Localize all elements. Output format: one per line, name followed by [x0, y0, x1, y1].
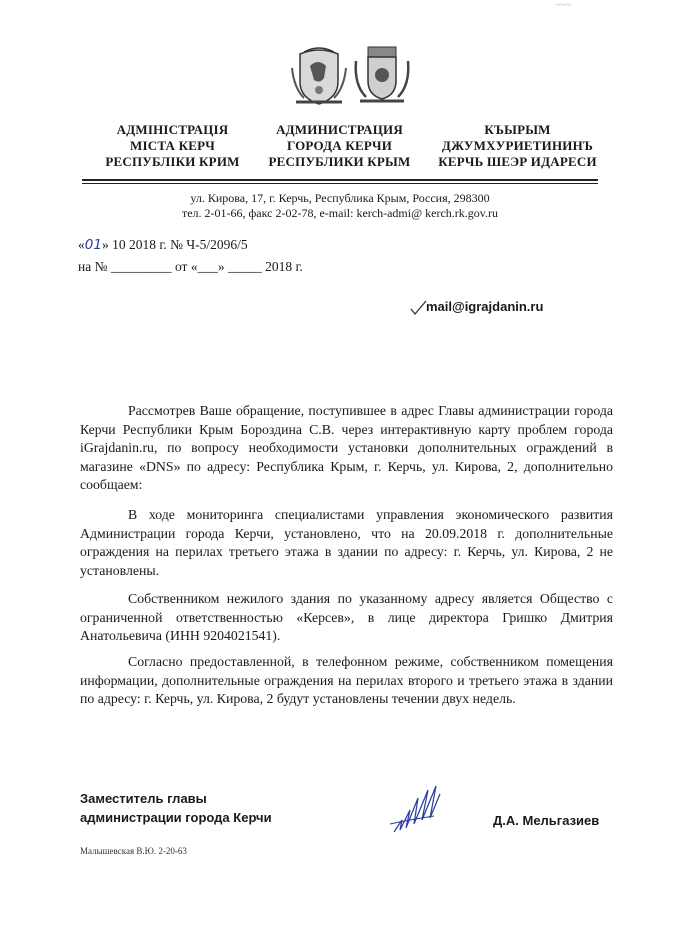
crimea-coat-of-arms-icon — [290, 44, 348, 108]
header-ukrainian: АДМІНІСТРАЦІЯ МІСТА КЕРЧ РЕСПУБЛІКИ КРИМ — [105, 122, 240, 169]
contacts-line: тел. 2-01-66, факс 2-02-78, e-mail: kerch-admi@ kerch.rk.gov.ru — [181, 206, 499, 220]
signatory-title: Заместитель главы — [80, 791, 207, 806]
signatory-title: администрации города Керчи — [80, 810, 272, 825]
address-line: ул. Кирова, 17, г. Керчь, Республика Крым, Россия, 298300 — [190, 191, 490, 205]
header-russian: АДМИНИСТРАЦИЯ ГОРОДА КЕРЧИ РЕСПУБЛИКИ КРЫМ — [268, 122, 411, 169]
scan-mark: ~~~ — [555, 0, 572, 11]
recipient-email: mail@igrajdanin.ru — [426, 299, 544, 314]
header-crimean-tatar: КЪЫРЫМ ДЖУМХУРИЕТИНИНЪ КЕРЧЬ ШЕЭР ИДАРЕСИ — [438, 122, 597, 169]
incoming-reference: на № _________ от «___» _____ 2018 г. — [78, 259, 303, 274]
body-paragraph: Собственником нежилого здания по указанному адресу является Общество с ограниченной ответственностью «Керсев», в лице директора Гришко Дмитрия Анатольевича (ИНН 9204021541). — [80, 591, 613, 644]
body-paragraph: В ходе мониторинга специалистами управления экономического развития Администрации города Керчи, установлено, что на 20.09.2018 г. дополнительные ограждения на перилах третьего этажа в здании по адресу: г. Керчь, ул. Кирова, 2 не установлены. — [80, 507, 613, 578]
signatory-name: Д.А. Мельгазиев — [493, 813, 600, 828]
header-divider — [82, 179, 598, 181]
header-divider-thin — [82, 183, 598, 184]
outgoing-reference: «01» 10 2018 г. № Ч-5/2096/5 — [78, 237, 248, 253]
kerch-coat-of-arms-icon — [352, 45, 412, 107]
handwritten-signature — [388, 780, 448, 840]
body-paragraph: Согласно предоставленной, в телефонном режиме, собственником помещения информации, дополнительные ограждения на перилах второго и третьего этажа в здании по адресу: г. Керчь, ул. Кирова, 2 будут установлены течении двух недель. — [80, 654, 613, 707]
executor-note: Малышевская В.Ю. 2-20-63 — [80, 846, 187, 856]
handwritten-day: 01 — [84, 237, 102, 253]
body-paragraph: Рассмотрев Ваше обращение, поступившее в адрес Главы администрации города Керчи Республики Крым Бороздина С.В. через интерактивную карту проблем города iGrajdanin.ru, по вопросу необходимости установки дополнительных ограждений в магазине «DNS» по адресу: Республика Крым, г. Керчь, ул. Кирова, 2, дополнительно сообщаем: — [80, 403, 613, 493]
